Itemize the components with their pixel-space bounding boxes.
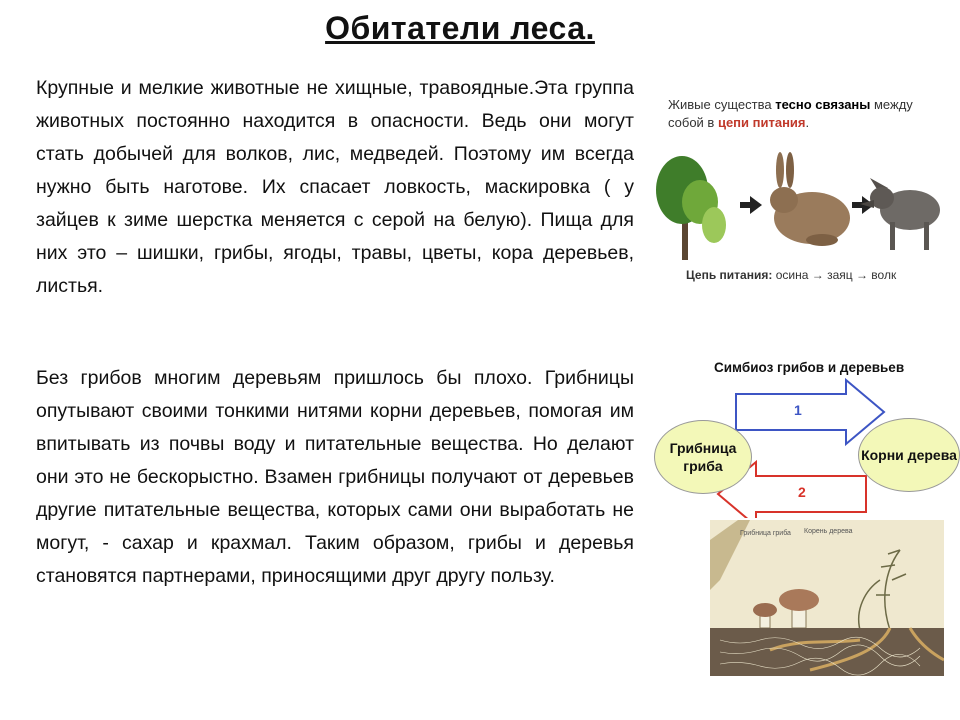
tree-roots-ellipse: Корни дерева: [858, 418, 960, 492]
food-chain-caption: Живые существа тесно связаны между собой в цепи питания.: [668, 97, 913, 130]
arrow-right-icon: →: [811, 268, 824, 282]
mycelium-caption: Грибница гриба: [740, 530, 791, 537]
mycelium-ellipse: Грибница гриба: [654, 420, 752, 494]
food-chain-illustration: [652, 90, 942, 300]
paragraph-herbivores: Крупные и мелкие животные не хищные, травоядные.Эта группа животных постоянно находится в опасности. Ведь они могут стать добычей для волков, лис, медведей. Поэтому им всегда нужно быть наготове. Их спасает ловкость, маскировка ( у зайцев к зиме шерстка меняется с серой на белую). Пища для них это – шишки, грибы, ягоды, травы, цветы, кора деревьев, листья.: [36, 77, 634, 297]
root-caption: Корень дерева: [804, 528, 853, 535]
arrow-1-label: 1: [794, 402, 802, 418]
arrow-2-label: 2: [798, 484, 806, 500]
hare-icon: [770, 152, 850, 246]
wolf-icon: [860, 178, 940, 250]
paragraph-symbiosis: Без грибов многим деревьям пришлось бы плохо. Грибницы опутывают своими тонкими нитями корни деревьев, помогая им впитывать из почвы воду и питательные вещества. Но делают они это не бескорыстно. Взамен грибницы получают от деревьев другие питательные вещества, которых сами они выработать не могут, - сахар и крахмал. Таким образом, грибы и деревья становятся партнерами, приносящими друг другу пользу.: [36, 367, 634, 587]
symbiosis-diagram: [652, 358, 960, 518]
page-title: Обитатели леса.: [325, 10, 595, 46]
arrow-right-icon: →: [855, 268, 868, 282]
arrow-1-shape: [736, 380, 884, 444]
arrow-right-icon: [740, 196, 762, 214]
aspen-tree-icon: [656, 156, 726, 260]
symbiosis-title: Симбиоз грибов и деревьев: [714, 360, 905, 375]
mycorrhiza-drawing: [710, 520, 944, 676]
food-chain-line: Цепь питания: осина → заяц → волк: [686, 268, 897, 282]
mycorrhiza-illustration: [710, 520, 944, 676]
